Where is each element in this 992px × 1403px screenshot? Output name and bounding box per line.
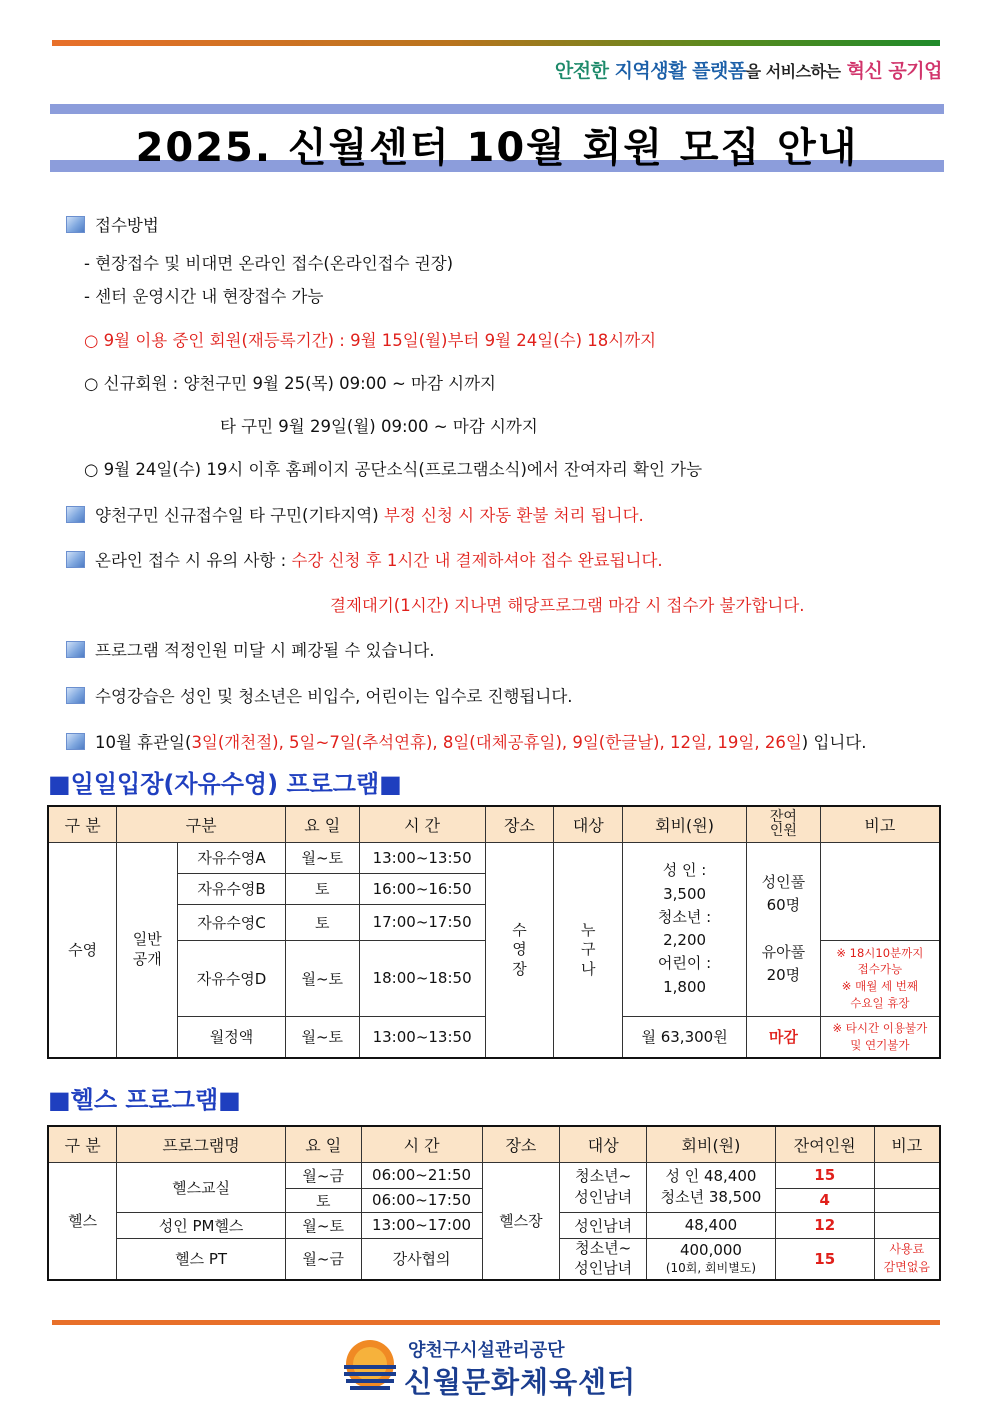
reception-bullet1: ○ 9월 이용 중인 회원(재등록기간) : 9월 15일(월)부터 9월 24일(수) 18시까지 xyxy=(84,331,657,350)
sun-wave-logo-icon xyxy=(340,1338,400,1398)
page-title: 2025. 신월센터 10월 회원 모집 안내 xyxy=(135,125,859,171)
reception-bullet3: ○ 9월 24일(수) 19시 이후 홈페이지 공단소식(프로그램소식)에서 잔여자리 확인 가능 xyxy=(84,460,703,479)
table-row-name: 자유수영D xyxy=(178,940,286,1016)
health-pm-fee: 48,400 xyxy=(647,1212,776,1238)
health-pt-fee-sub: (10회, 회비별도) xyxy=(665,1260,757,1275)
table-row-name: 자유수영A xyxy=(178,842,286,873)
table-row-day: 토 xyxy=(285,1188,361,1212)
health-table xyxy=(47,1125,941,1281)
swim-header-day: 요 일 xyxy=(285,806,359,842)
square-bullet-icon xyxy=(66,506,85,523)
title-banner xyxy=(50,104,944,172)
health-pt-target: 청소년~ 성인남녀 xyxy=(560,1238,647,1280)
table-row-time: 06:00~17:50 xyxy=(361,1188,482,1212)
health-header-place: 장소 xyxy=(482,1126,560,1162)
swim-note-d: ※ 18시10분까지 접수가능 ※ 매월 세 번째 수요일 휴장 xyxy=(820,940,940,1016)
table-row-time: 06:00~21:50 xyxy=(361,1162,482,1188)
table-row-name: 월정액 xyxy=(178,1016,286,1058)
reception-bullet2a: ○ 신규회원 : 양천구민 9월 25(목) 09:00 ~ 마감 시까지 xyxy=(84,374,496,393)
reception-bullet2b: 타 구민 9월 29일(월) 09:00 ~ 마감 시까지 xyxy=(220,417,538,436)
health-category: 헬스 xyxy=(48,1162,117,1280)
health-pm-day: 월~토 xyxy=(285,1212,361,1238)
table-row-time: 13:00~13:50 xyxy=(359,1016,485,1058)
table-row-time: 18:00~18:50 xyxy=(359,940,485,1016)
swim-monthly-note: ※ 타시간 이용불가 및 연기불가 xyxy=(820,1016,940,1058)
health-header-fee: 회비(원) xyxy=(647,1126,776,1162)
table-row-day: 월~토 xyxy=(285,1016,359,1058)
swim-header-fee: 회비(원) xyxy=(623,806,747,842)
table-row-name: 자유수영B xyxy=(178,873,286,904)
square-bullet-icon xyxy=(66,216,85,233)
swim-header-note: 비고 xyxy=(820,806,940,842)
health-header-category: 구 분 xyxy=(48,1126,117,1162)
table-row-note xyxy=(874,1188,940,1212)
slogan: 안전한 지역생활 플랫폼을 서비스하는 혁신 공기업 xyxy=(554,60,942,82)
notice-online-line2: 결제대기(1시간) 지나면 해당프로그램 마감 시 접수가 불가합니다. xyxy=(330,596,805,615)
health-pm-note xyxy=(874,1212,940,1238)
table-row-remain: 15 xyxy=(775,1162,874,1188)
health-header-note: 비고 xyxy=(874,1126,940,1162)
reception-line1: - 현장접수 및 비대면 온라인 접수(온라인접수 권장) xyxy=(84,254,454,273)
swim-category: 수영 xyxy=(48,842,117,1058)
health-header-program: 프로그램명 xyxy=(117,1126,286,1162)
health-heading: ■헬스 프로그램■ xyxy=(48,1086,241,1114)
health-class-fee: 성 인 48,400 청소년 38,500 xyxy=(647,1162,776,1212)
square-bullet-icon xyxy=(66,641,85,658)
notice-cancel: 프로그램 적정인원 미달 시 폐강될 수 있습니다. xyxy=(66,637,435,661)
health-pm-time: 13:00~17:00 xyxy=(361,1212,482,1238)
swim-header-category: 구 분 xyxy=(48,806,117,842)
health-pt-fee: 400,000 xyxy=(679,1241,742,1260)
swim-note-empty xyxy=(820,842,940,940)
swim-header-program: 구분 xyxy=(117,806,286,842)
notice-closed-days: 10월 휴관일(3일(개천절), 5일~7일(추석연휴), 8일(대체공휴일), 9일(한글날), 12일, 19일, 26일) 입니다. xyxy=(66,729,867,753)
swim-remain: 성인풀 60명 유아풀 20명 xyxy=(746,842,820,1016)
swim-header-target: 대상 xyxy=(554,806,623,842)
swim-fee: 성 인 : 3,500 청소년 : 2,200 어린이 : 1,800 xyxy=(623,842,747,1016)
square-bullet-icon xyxy=(66,687,85,704)
footer-center-name: 신월문화체육센터 xyxy=(404,1365,637,1399)
swim-monthly-fee: 월 63,300원 xyxy=(623,1016,747,1058)
swim-table xyxy=(47,805,941,1059)
table-row-name: 자유수영C xyxy=(178,904,286,940)
swim-header-remain: 잔여 인원 xyxy=(746,806,820,842)
bottom-orange-bar xyxy=(52,1320,940,1325)
health-header-time: 시 간 xyxy=(361,1126,482,1162)
health-header-target: 대상 xyxy=(560,1126,647,1162)
notice-swim-class: 수영강습은 성인 및 청소년은 비입수, 어린이는 입수로 진행됩니다. xyxy=(66,683,573,707)
table-row-day: 월~토 xyxy=(285,940,359,1016)
notice-refund: 양천구민 신규접수일 타 구민(기타지역) 부정 신청 시 자동 환불 처리 됩니다. xyxy=(66,502,644,526)
table-row-day: 토 xyxy=(285,873,359,904)
health-pt-name: 헬스 PT xyxy=(117,1238,286,1280)
square-bullet-icon xyxy=(66,551,85,568)
health-class-name: 헬스교실 xyxy=(117,1162,286,1212)
top-gradient-bar xyxy=(52,40,940,46)
swim-header-place: 장소 xyxy=(485,806,554,842)
table-row-day: 월~금 xyxy=(285,1162,361,1188)
footer-logo xyxy=(340,1336,660,1399)
swim-header-time: 시 간 xyxy=(359,806,485,842)
table-row-time: 16:00~16:50 xyxy=(359,873,485,904)
table-row-day: 월~토 xyxy=(285,842,359,873)
health-pm-remain: 12 xyxy=(775,1212,874,1238)
health-pt-day: 월~금 xyxy=(285,1238,361,1280)
table-row-time: 13:00~13:50 xyxy=(359,842,485,873)
table-row-note xyxy=(874,1162,940,1188)
health-pm-target: 성인남녀 xyxy=(560,1212,647,1238)
health-class-target: 청소년~ 성인남녀 xyxy=(560,1162,647,1212)
table-row-day: 토 xyxy=(285,904,359,940)
reception-line2: - 센터 운영시간 내 현장접수 가능 xyxy=(84,287,324,306)
square-bullet-icon xyxy=(66,733,85,750)
health-place: 헬스장 xyxy=(482,1162,560,1280)
swim-monthly-remain: 마감 xyxy=(746,1016,820,1058)
health-pt-fee-cell xyxy=(647,1238,776,1280)
swim-place: 수 영 장 xyxy=(485,842,554,1058)
health-pt-note: 사용료 감면없음 xyxy=(874,1238,940,1280)
health-header-day: 요 일 xyxy=(285,1126,361,1162)
health-pt-time: 강사협의 xyxy=(361,1238,482,1280)
swim-sub-category: 일반 공개 xyxy=(117,842,178,1058)
health-pm-name: 성인 PM헬스 xyxy=(117,1212,286,1238)
reception-heading: 접수방법 xyxy=(66,212,159,236)
swim-target: 누 구 나 xyxy=(554,842,623,1058)
notice-online: 온라인 접수 시 유의 사항 : 수강 신청 후 1시간 내 결제하셔야 접수 완료됩니다. xyxy=(66,547,663,571)
health-pt-remain: 15 xyxy=(775,1238,874,1280)
footer-org-name: 양천구시설관리공단 xyxy=(408,1340,565,1361)
table-row-remain: 4 xyxy=(775,1188,874,1212)
table-row-time: 17:00~17:50 xyxy=(359,904,485,940)
health-header-remain: 잔여인원 xyxy=(775,1126,874,1162)
swim-heading: ■일일입장(자유수영) 프로그램■ xyxy=(48,770,402,798)
